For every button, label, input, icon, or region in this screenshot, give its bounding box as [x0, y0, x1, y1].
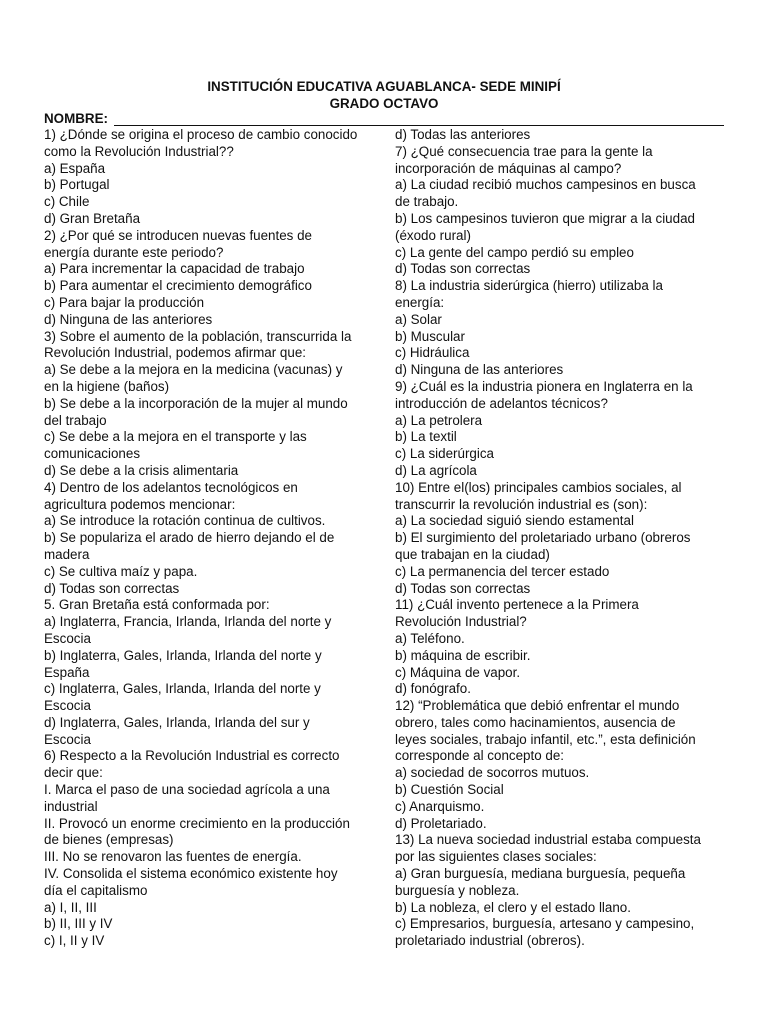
name-blank-line	[114, 125, 724, 126]
text-line: 2) ¿Por qué se introducen nuevas fuentes de	[44, 227, 312, 243]
text-line: d) Todas son correctas	[395, 261, 531, 277]
text-line: b) Portugal	[44, 177, 110, 193]
text-line: 6) Respecto a la Revolución Industrial es correcto	[44, 748, 340, 764]
text-line: 11) ¿Cuál invento pertenece a la Primera	[395, 597, 639, 613]
text-line: b) El surgimiento del proletariado urbano (obreros	[395, 530, 691, 546]
text-line: a) La sociedad siguió siendo estamental	[395, 513, 634, 529]
text-line: como la Revolución Industrial??	[44, 143, 234, 159]
text-line: 4) Dentro de los adelantos tecnológicos en	[44, 479, 298, 495]
text-line: c) Se debe a la mejora en el transporte y las	[44, 429, 307, 445]
text-line: b) La textil	[395, 429, 457, 445]
text-line: d) Todas las anteriores	[395, 127, 531, 142]
text-line: a) Gran burguesía, mediana burguesía, pequeña	[395, 866, 686, 882]
text-line: I. Marca el paso de una sociedad agrícola a una	[44, 782, 330, 798]
text-line: c) La gente del campo perdió su empleo	[395, 244, 634, 260]
text-line: d) Gran Bretaña	[44, 210, 141, 226]
text-line: 1) ¿Dónde se origina el proceso de cambio conocido	[44, 127, 358, 142]
text-line: b) máquina de escribir.	[395, 647, 531, 663]
left-question-column	[44, 127, 362, 950]
text-line: III. No se renovaron las fuentes de energía.	[44, 849, 302, 865]
text-line: c) Empresarios, burguesía, artesano y campesino,	[395, 916, 695, 932]
text-line: b) Para aumentar el crecimiento demográfico	[44, 278, 312, 294]
text-line: en la higiene (baños)	[44, 378, 170, 394]
text-line: madera	[44, 546, 90, 562]
text-line: b) Los campesinos tuvieron que migrar a la ciudad	[395, 210, 695, 226]
name-label: NOMBRE:	[44, 111, 108, 126]
text-line: b) Se debe a la incorporación de la mujer al mundo	[44, 395, 348, 411]
text-line: Escocia	[44, 731, 91, 747]
text-line: d) Se debe a la crisis alimentaria	[44, 462, 239, 478]
text-line: del trabajo	[44, 412, 107, 428]
text-line: b) La nobleza, el clero y el estado llano.	[395, 899, 631, 915]
text-line: agricultura podemos mencionar:	[44, 496, 236, 512]
text-line: Escocia	[44, 698, 91, 714]
text-line: introducción de adelantos técnicos?	[395, 395, 608, 411]
text-line: c) La permanencia del tercer estado	[395, 563, 610, 579]
text-line: a) Solar	[395, 311, 442, 327]
text-line: a) Se introduce la rotación continua de cultivos.	[44, 513, 326, 529]
text-line: d) La agrícola	[395, 462, 477, 478]
text-line: d) Proletariado.	[395, 815, 487, 831]
text-line: c) La siderúrgica	[395, 446, 494, 462]
document-header	[0, 78, 768, 112]
text-line: Revolución Industrial, podemos afirmar que:	[44, 345, 306, 361]
text-line: 7) ¿Qué consecuencia trae para la gente la	[395, 143, 653, 159]
text-line: a) España	[44, 160, 106, 176]
text-line: burguesía y nobleza.	[395, 882, 520, 898]
text-line: decir que:	[44, 765, 103, 781]
text-line: a) La ciudad recibió muchos campesinos en busca	[395, 177, 696, 193]
text-line: 9) ¿Cuál es la industria pionera en Inglaterra en la	[395, 378, 693, 394]
text-line: energía durante este periodo?	[44, 244, 224, 260]
text-line: de bienes (empresas)	[44, 832, 174, 848]
right-question-column	[395, 127, 720, 950]
text-line: incorporación de máquinas al campo?	[395, 160, 622, 176]
text-line: c) I, II y IV	[44, 933, 105, 949]
text-line: c) Se cultiva maíz y papa.	[44, 563, 198, 579]
grade-title: GRADO OCTAVO	[329, 96, 439, 111]
text-line: 12) “Problemática que debió enfrentar el mundo	[395, 698, 680, 714]
text-line: 8) La industria siderúrgica (hierro) utilizaba la	[395, 278, 663, 294]
text-line: a) Teléfono.	[395, 630, 465, 646]
text-line: d) Todas son correctas	[44, 580, 180, 596]
text-line: por las siguientes clases sociales:	[395, 849, 597, 865]
text-line: II. Provocó un enorme crecimiento en la producción	[44, 815, 350, 831]
text-line: IV. Consolida el sistema económico existente hoy	[44, 866, 338, 882]
text-line: b) Inglaterra, Gales, Irlanda, Irlanda del norte y	[44, 647, 322, 663]
text-line: b) Muscular	[395, 328, 465, 344]
text-line: c) Inglaterra, Gales, Irlanda, Irlanda del norte y	[44, 681, 321, 697]
text-line: obrero, tales como hacinamientos, ausencia de	[395, 714, 676, 730]
text-line: Escocia	[44, 630, 91, 646]
text-line: 10) Entre el(los) principales cambios sociales, al	[395, 479, 682, 495]
text-line: energía:	[395, 294, 445, 310]
text-line: b) Cuestión Social	[395, 782, 504, 798]
text-line: b) Se populariza el arado de hierro dejando el de	[44, 530, 335, 546]
text-line: transcurrir la revolución industrial es (son):	[395, 496, 648, 512]
name-field[interactable]	[44, 111, 724, 128]
text-line: proletariado industrial (obreros).	[395, 933, 585, 949]
text-line: a) I, II, III	[44, 899, 97, 915]
text-line: c) Máquina de vapor.	[395, 664, 521, 680]
text-line: d) Todas son correctas	[395, 580, 531, 596]
text-line: a) Para incrementar la capacidad de trabajo	[44, 261, 305, 277]
text-line: c) Hidráulica	[395, 345, 470, 361]
text-line: c) Anarquismo.	[395, 798, 485, 814]
text-line: 5. Gran Bretaña está conformada por:	[44, 597, 270, 613]
text-line: d) fonógrafo.	[395, 681, 471, 697]
text-line: b) II, III y IV	[44, 916, 113, 932]
text-line: industrial	[44, 798, 98, 814]
text-line: España	[44, 664, 90, 680]
text-line: día el capitalismo	[44, 882, 148, 898]
text-line: a) Se debe a la mejora en la medicina (vacunas) y	[44, 362, 343, 378]
text-line: corresponde al concepto de:	[395, 748, 564, 764]
school-title: INSTITUCIÓN EDUCATIVA AGUABLANCA- SEDE MINIPÍ	[207, 79, 561, 94]
text-line: (éxodo rural)	[395, 227, 471, 243]
text-line: d) Ninguna de las anteriores	[395, 362, 564, 378]
text-line: 13) La nueva sociedad industrial estaba compuesta	[395, 832, 701, 848]
text-line: d) Ninguna de las anteriores	[44, 311, 213, 327]
text-line: d) Inglaterra, Gales, Irlanda, Irlanda del sur y	[44, 714, 310, 730]
text-line: a) sociedad de socorros mutuos.	[395, 765, 590, 781]
text-line: leyes sociales, trabajo infantil, etc.”, esta definición	[395, 731, 696, 747]
text-line: comunicaciones	[44, 446, 141, 462]
text-line: a) La petrolera	[395, 412, 483, 428]
text-line: que trabajan en la ciudad)	[395, 546, 550, 562]
text-line: c) Para bajar la producción	[44, 294, 205, 310]
text-line: 3) Sobre el aumento de la población, transcurrida la	[44, 328, 352, 344]
text-line: Revolución Industrial?	[395, 614, 527, 630]
text-line: c) Chile	[44, 194, 90, 210]
text-line: a) Inglaterra, Francia, Irlanda, Irlanda del norte y	[44, 614, 332, 630]
text-line: de trabajo.	[395, 194, 459, 210]
